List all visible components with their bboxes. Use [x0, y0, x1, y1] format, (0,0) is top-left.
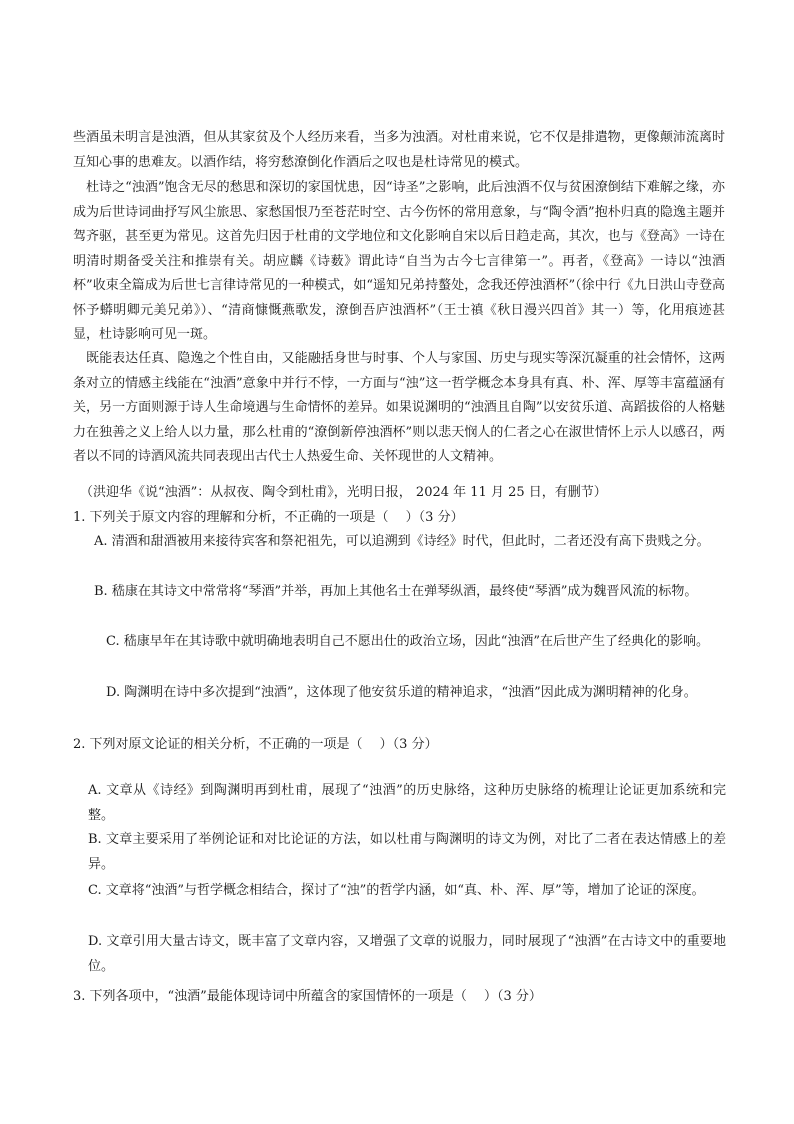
question-2-stem: 2. 下列对原文论证的相关分析，不正确的一项是（ ）（3 分）	[73, 737, 438, 752]
question-2-option-a: A. 文章从《诗经》到陶渊明再到杜甫，展现了“浊酒”的历史脉络，这种历史脉络的梳理让论证更加系统和完整。	[88, 783, 726, 823]
question-2-option-d: D. 文章引用大量古诗文，既丰富了文章内容，又增强了文章的说服力，同时展现了“浊酒”在古诗文中的重要地位。	[88, 934, 726, 974]
passage-paragraph-2: 既能表达任真、隐逸之个性自由，又能融括身世与时事、个人与家国、历史与现实等深沉凝重的社会情怀，这两条对立的情感主线能在“浊酒”意象中并行不悖，一方面与“浊”这一哲学概念本身具有真、朴、浑、厚等丰富蕴涵有关，另一方面则源于诗人生命境遇与生命情怀的差异。如果说渊明的“浊酒且自陶”以安贫乐道、高蹈拔俗的人格魅力在独善之义上给人以力量，那么杜甫的“潦倒新停浊酒杯”则以悲天悯人的仁者之心在淑世情怀上示人以感召，两者以不同的诗酒风流共同表现出古代士人热爱生命、关怀现世的人文精神。	[73, 351, 725, 464]
question-1-option-b: B. 嵇康在其诗文中常常将“琴酒”并举，再加上其他名士在弹琴纵酒，最终使“琴酒”成为魏晋风流的标物。	[94, 584, 698, 599]
question-1-option-d: D. 陶渊明在诗中多次提到“浊酒”，这体现了他安贫乐道的精神追求，“浊酒”因此成为渊明精神的化身。	[106, 685, 697, 700]
question-1-option-a: A. 清酒和甜酒被用来接待宾客和祭祀祖先，可以追溯到《诗经》时代，但此时，二者还没有高下贵贱之分。	[94, 534, 710, 549]
question-1-stem: 1. 下列关于原文内容的理解和分析，不正确的一项是（ ）（3 分）	[73, 510, 464, 525]
question-2-option-b: B. 文章主要采用了举例论证和对比论证的方法，如以杜甫与陶渊明的诗文为例，对比了二者在表达情感上的差异。	[88, 832, 726, 872]
passage-source: （洪迎华《说“浊酒”：从叔夜、陶令到杜甫》，光明日报， 2024 年 11 月 25 日，有删节）	[80, 485, 607, 500]
question-2-option-c: C. 文章将“浊酒”与哲学概念相结合，探讨了“浊”的哲学内涵，如“真、朴、浑、厚”等，增加了论证的深度。	[88, 883, 705, 898]
question-3-stem: 3. 下列各项中，“浊酒”最能体现诗词中所蕴含的家国情怀的一项是（ ）（3 分）	[73, 989, 542, 1004]
question-1-option-c: C. 嵇康早年在其诗歌中就明确地表明自己不愿出仕的政治立场，因此“浊酒”在后世产生了经典化的影响。	[106, 634, 710, 649]
passage-paragraph-0: 些酒虽未明言是浊酒，但从其家贫及个人经历来看，当多为浊酒。对杜甫来说，它不仅是排遣物，更像颠沛流离时互知心事的患难友。以酒作结，将穷愁潦倒化作酒后之叹也是杜诗常见的模式。	[73, 130, 725, 170]
passage-paragraph-1: 杜诗之“浊酒”饱含无尽的愁思和深切的家国忧患，因“诗圣”之影响，此后浊酒不仅与贫困潦倒结下难解之缘，亦成为后世诗词曲抒写风尘旅思、家愁国恨乃至苍茫时空、古今伤怀的常用意象，与“陶令酒”抱朴归真的隐逸主题并驾齐驱，甚至更为常见。这首先归因于杜甫的文学地位和文化影响自宋以后日趋走高，其次，也与《登高》一诗在明清时期备受关注和推崇有关。胡应麟《诗薮》谓此诗“自当为古今七言律第一”。再者，《登高》一诗以“浊酒杯”收束全篇成为后世七言律诗常见的一种模式，如“遥知兄弟持螯处，念我还停浊酒杯”（徐中行《九日洪山寺登高怀予蟒明卿元美兄弟》）、“清商慷慨燕歌发，潦倒吾庐浊酒杯”（王士禛《秋日漫兴四首》其一）等，化用痕迹甚显，杜诗影响可见一斑。	[73, 180, 725, 342]
